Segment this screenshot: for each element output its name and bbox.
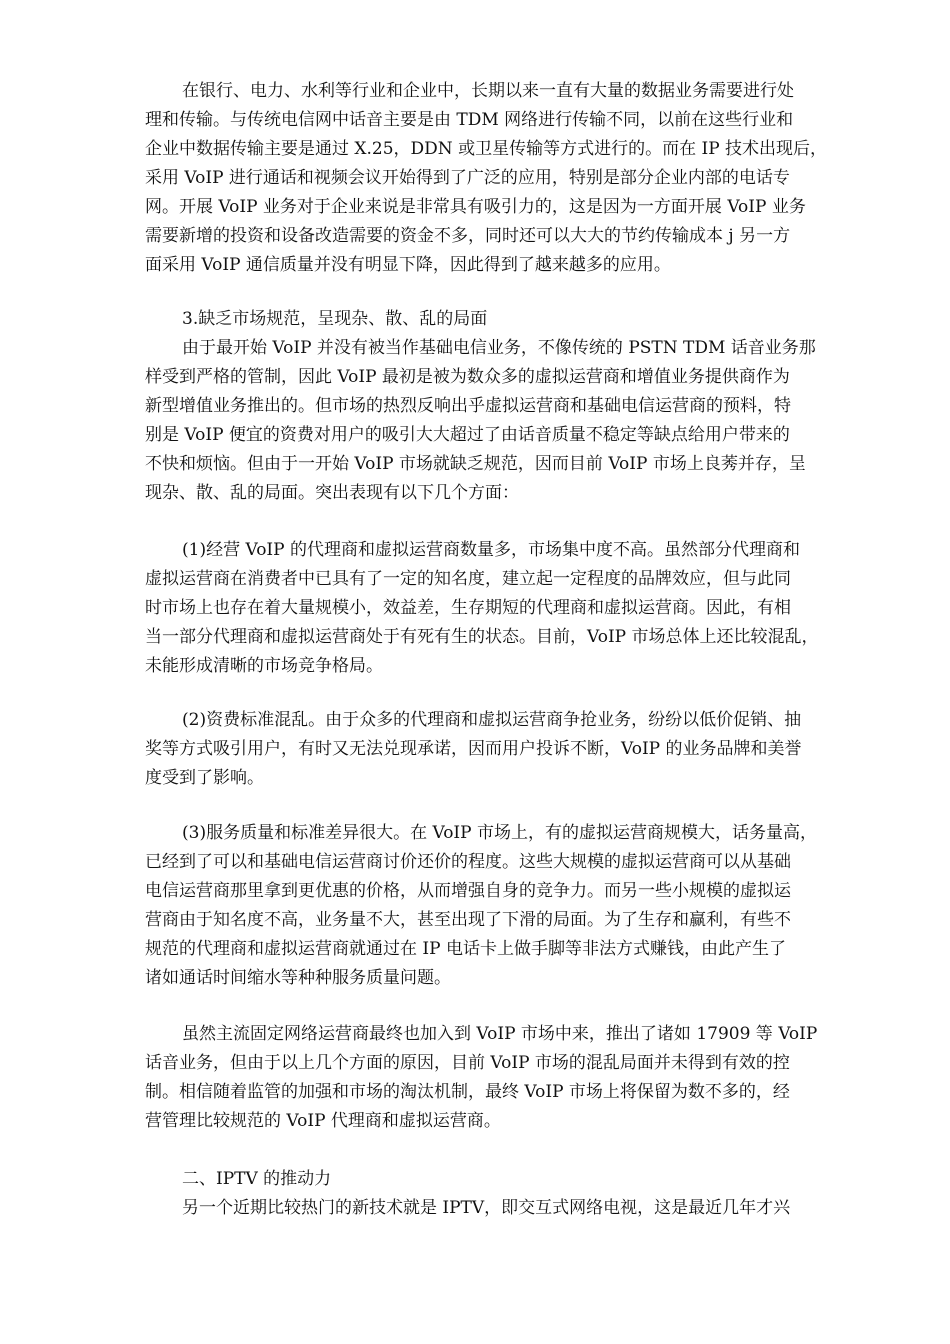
text-line: 由于最开始 VoIP 并没有被当作基础电信业务，不像传统的 PSTN TDM 话音业务那 xyxy=(182,338,816,358)
text-line: 未能形成清晰的市场竞争格局。 xyxy=(145,656,383,676)
section-heading: 3.缺乏市场规范，呈现杂、散、乱的局面 xyxy=(182,309,488,329)
text-line: 营商由于知名度不高，业务量不大，甚至出现了下滑的局面。为了生存和赢利，有些不 xyxy=(145,910,791,930)
section-heading: 二、IPTV 的推动力 xyxy=(182,1169,332,1189)
paragraph-point-1 xyxy=(145,536,885,681)
text-line: 面采用 VoIP 通信质量并没有明显下降，因此得到了越来越多的应用。 xyxy=(145,255,671,275)
paragraph-point-2 xyxy=(145,706,885,793)
text-line: 规范的代理商和虚拟运营商就通过在 IP 电话卡上做手脚等非法方式赚钱，由此产生了 xyxy=(145,939,786,959)
text-line: 理和传输。与传统电信网中话音主要是由 TDM 网络进行传输不同，以前在这些行业和 xyxy=(145,110,794,130)
text-line: 奖等方式吸引用户，有时又无法兑现承诺，因而用户投诉不断，VoIP 的业务品牌和美誉 xyxy=(145,739,802,759)
text-line: 样受到严格的管制，因此 VoIP 最初是被为数众多的虚拟运营商和增值业务提供商作为 xyxy=(145,367,790,387)
text-line: (1)经营 VoIP 的代理商和虚拟运营商数量多，市场集中度不高。虽然部分代理商和 xyxy=(182,540,800,560)
paragraph-point-3 xyxy=(145,819,885,993)
paragraph-conclusion xyxy=(145,1020,885,1136)
text-line: 营管理比较规范的 VoIP 代理商和虚拟运营商。 xyxy=(145,1111,501,1131)
text-line: 虽然主流固定网络运营商最终也加入到 VoIP 市场中来，推出了诸如 17909 等 VoIP xyxy=(182,1024,818,1044)
text-line: 诸如通话时间缩水等种种服务质量问题。 xyxy=(145,968,451,988)
text-line: 当一部分代理商和虚拟运营商处于有死有生的状态。目前，VoIP 市场总体上还比较混乱， xyxy=(145,627,819,647)
text-line: 在银行、电力、水利等行业和企业中，长期以来一直有大量的数据业务需要进行处 xyxy=(182,81,794,101)
section-iptv xyxy=(145,1165,885,1223)
text-line: 采用 VoIP 进行通话和视频会议开始得到了广泛的应用，特别是部分企业内部的电话专 xyxy=(145,168,790,188)
paragraph-enterprise-voip xyxy=(145,77,885,280)
text-line: 需要新增的投资和设备改造需要的资金不多，同时还可以大大的节约传输成本 j 另一方 xyxy=(145,226,791,246)
text-line: 新型增值业务推出的。但市场的热烈反响出乎虚拟运营商和基础电信运营商的预料，特 xyxy=(145,396,791,416)
text-line: 虚拟运营商在消费者中已具有了一定的知名度，建立起一定程度的品牌效应，但与此同 xyxy=(145,569,791,589)
text-line: 制。相信随着监管的加强和市场的淘汰机制，最终 VoIP 市场上将保留为数不多的，经 xyxy=(145,1082,790,1102)
text-line: 现杂、散、乱的局面。突出表现有以下几个方面： xyxy=(145,483,519,503)
text-line: 别是 VoIP 便宜的资费对用户的吸引大大超过了由话音质量不稳定等缺点给用户带来的 xyxy=(145,425,790,445)
text-line: 不快和烦恼。但由于一开始 VoIP 市场就缺乏规范，因而目前 VoIP 市场上良莠并存，呈 xyxy=(145,454,806,474)
text-line: 网。开展 VoIP 业务对于企业来说是非常具有吸引力的，这是因为一方面开展 VoIP 业务 xyxy=(145,197,806,217)
text-line: (2)资费标准混乱。由于众多的代理商和虚拟运营商争抢业务，纷纷以低价促销、抽 xyxy=(182,710,802,730)
text-line: 时市场上也存在着大量规模小，效益差，生存期短的代理商和虚拟运营商。因此，有相 xyxy=(145,598,791,618)
text-line: 度受到了影响。 xyxy=(145,768,264,788)
text-line: 另一个近期比较热门的新技术就是 IPTV，即交互式网络电视，这是最近几年才兴 xyxy=(182,1198,791,1218)
text-line: 话音业务，但由于以上几个方面的原因，目前 VoIP 市场的混乱局面并未得到有效的控 xyxy=(145,1053,790,1073)
text-line: (3)服务质量和标准差异很大。在 VoIP 市场上，有的虚拟运营商规模大，话务量高， xyxy=(182,823,817,843)
text-line: 已经到了可以和基础电信运营商讨价还价的程度。这些大规模的虚拟运营商可以从基础 xyxy=(145,852,791,872)
text-line: 电信运营商那里拿到更优惠的价格，从而增强自身的竞争力。而另一些小规模的虚拟运 xyxy=(145,881,791,901)
section-heading-market-regulation xyxy=(145,305,885,508)
text-line: 企业中数据传输主要是通过 X.25，DDN 或卫星传输等方式进行的。而在 IP 技术出现后， xyxy=(145,139,828,159)
